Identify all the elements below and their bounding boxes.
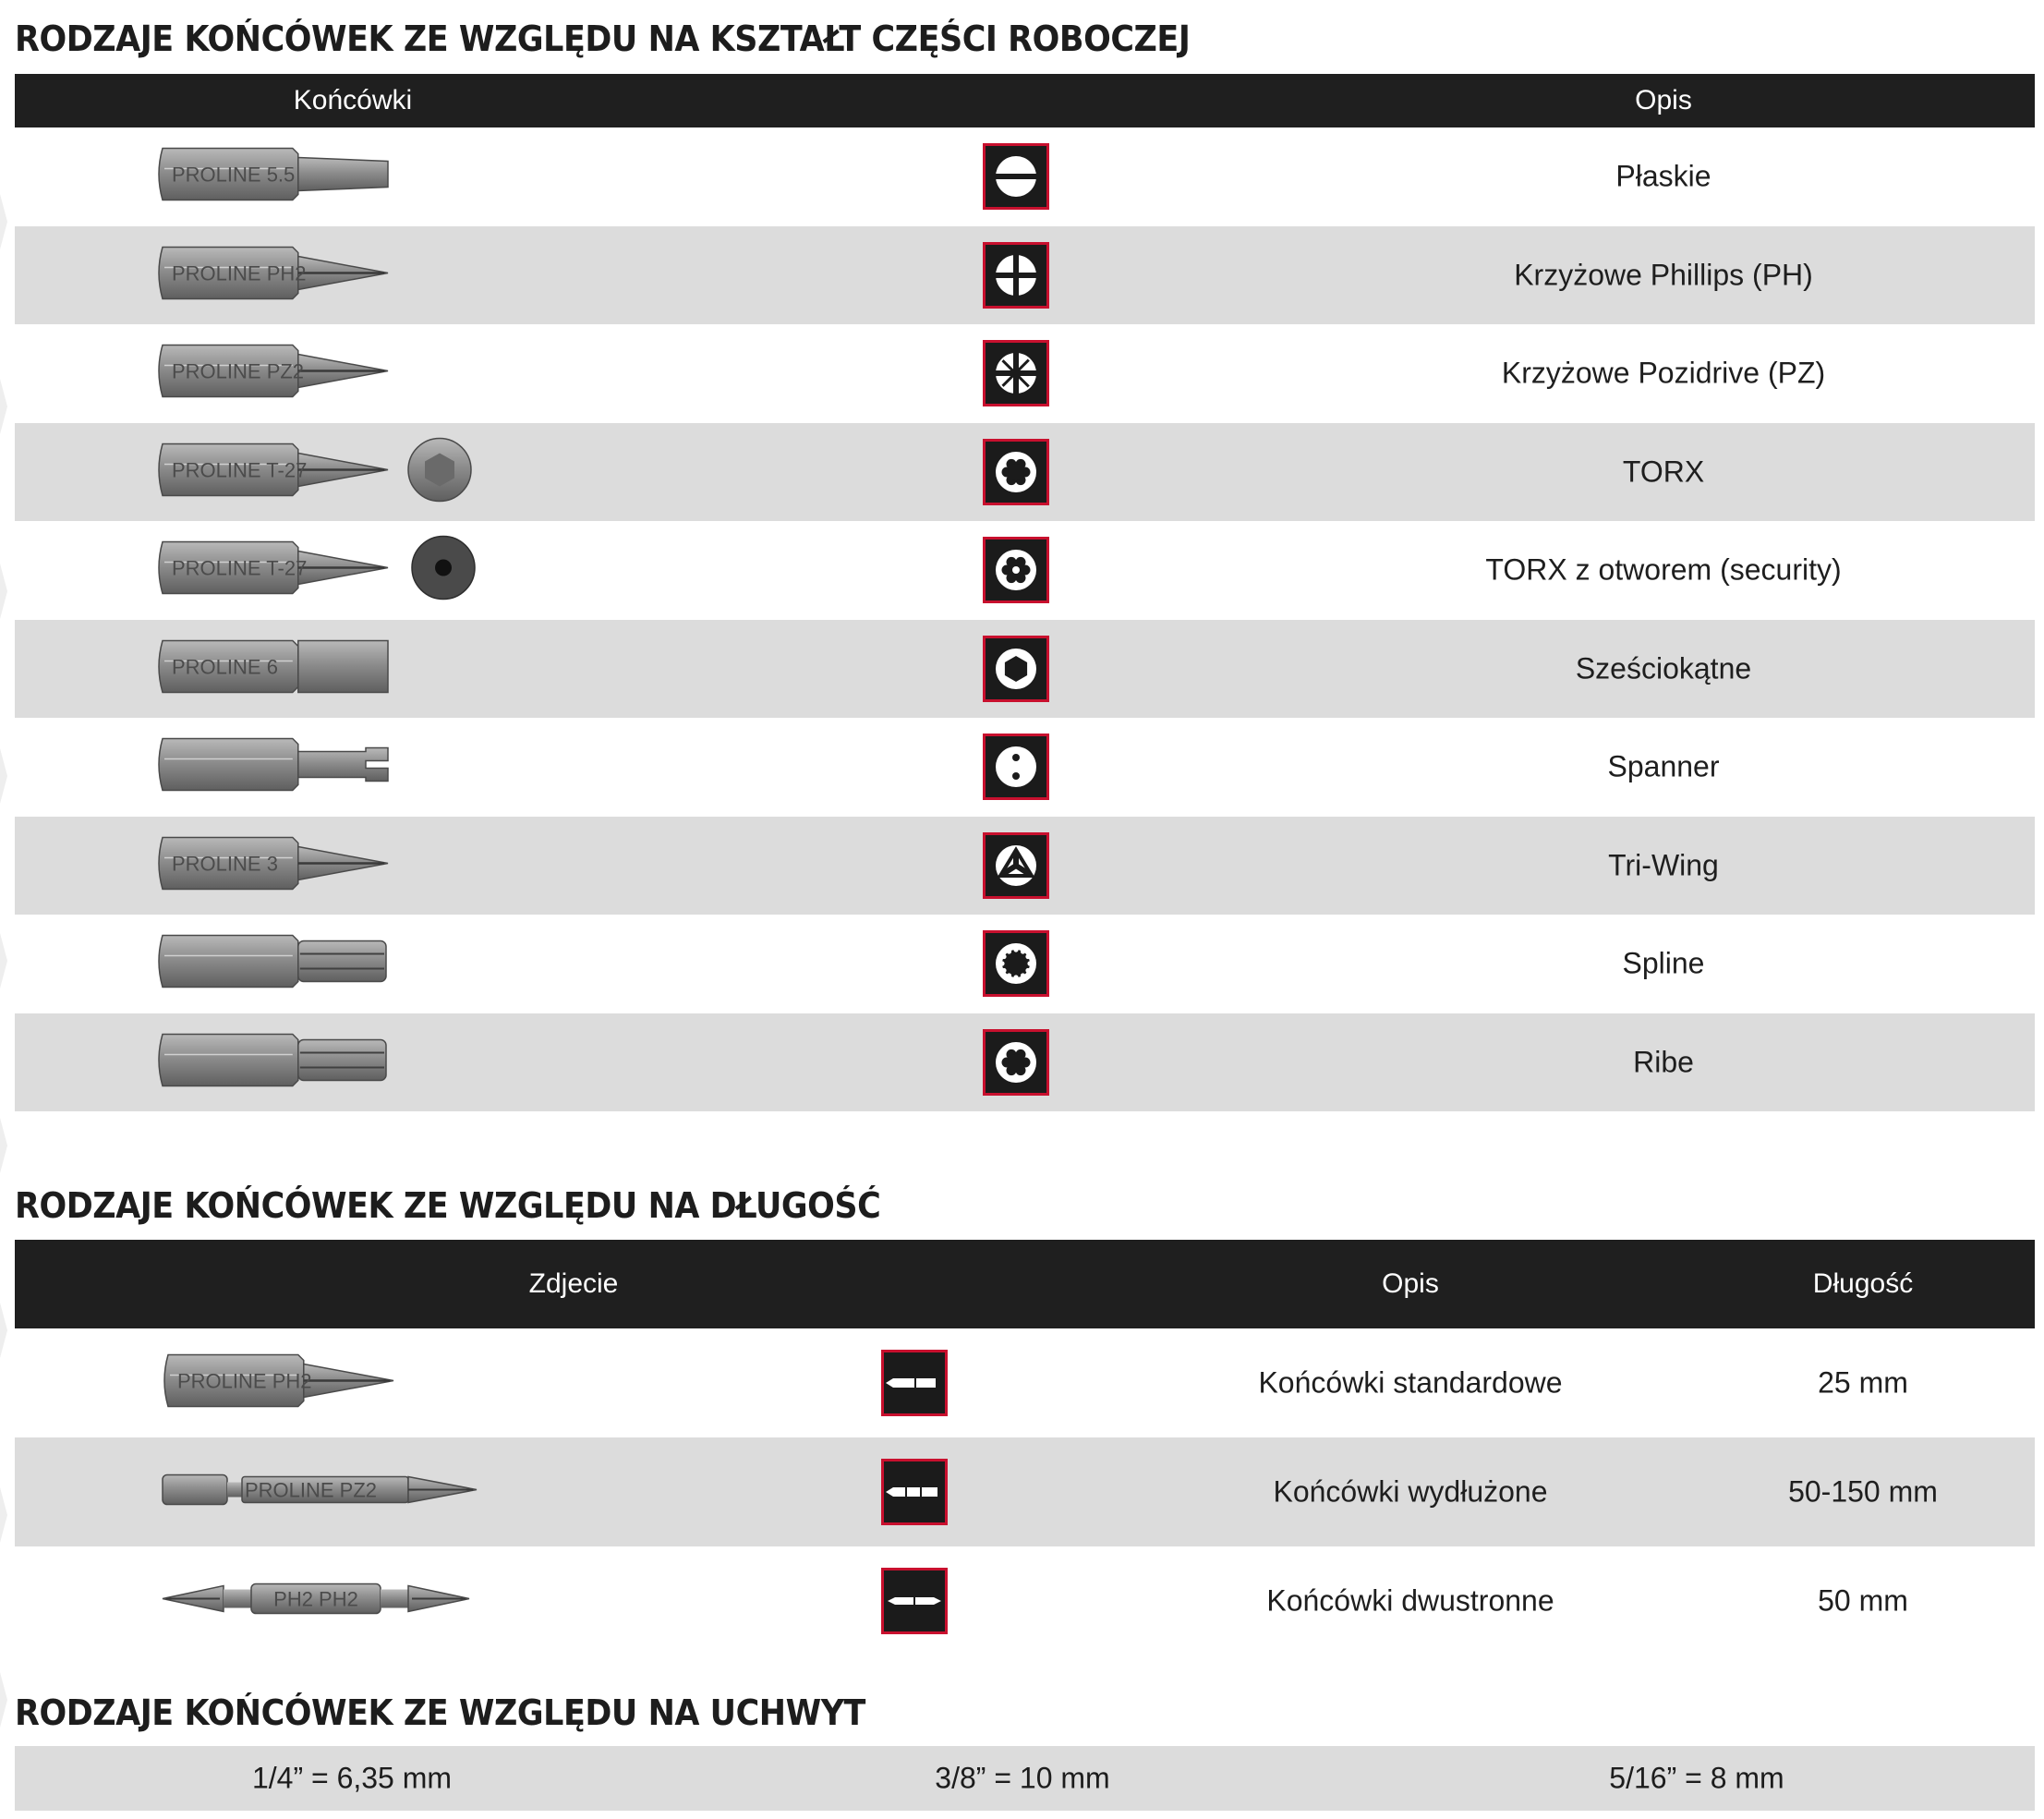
profile-icon-box [983, 832, 1049, 899]
bit-photo [153, 927, 393, 1001]
bit-image [153, 434, 481, 504]
shape-row [15, 817, 2035, 915]
torx-security-icon [986, 540, 1046, 600]
bit-engraving: PROLINE PZ2 [244, 1478, 378, 1502]
edge-mark-icon [0, 379, 7, 434]
profile-icon-box [983, 537, 1049, 603]
shape-label: Tri-Wing [1608, 848, 1719, 881]
header-photo: Zdjecie [528, 1268, 619, 1299]
shape-row [15, 1013, 2035, 1111]
shape-row [15, 620, 2035, 718]
spanner-icon [986, 736, 1046, 797]
torx-icon [986, 442, 1046, 503]
bit-photo [159, 1564, 473, 1639]
profile-icon-box [983, 1029, 1049, 1096]
bit-photo [153, 730, 393, 805]
shape-label: Sześciokątne [1575, 651, 1752, 685]
header-description: Opis [1635, 85, 1692, 115]
bit-photo [159, 1455, 482, 1530]
bit-image [159, 1455, 482, 1525]
length-label: Końcówki wydłużone [1273, 1474, 1548, 1509]
ribe-icon [986, 1032, 1046, 1093]
shape-row [15, 718, 2035, 816]
tri-wing-icon [986, 835, 1046, 896]
hex-icon [986, 638, 1046, 699]
spline-icon [986, 933, 1046, 994]
length-value: 50 mm [1818, 1583, 1908, 1618]
shape-label: Spline [1622, 946, 1705, 980]
profile-icon-box [983, 636, 1049, 702]
bit-engraving: PROLINE PH2 [177, 1369, 312, 1393]
shape-row [15, 521, 2035, 619]
header-length: Długość [1812, 1268, 1914, 1299]
grip-section-title: RODZAJE KOŃCÓWEK ZE WZGLĘDU NA UCHWYT [15, 1692, 865, 1733]
bit-engraving: PROLINE 5.5 [172, 163, 296, 187]
shape-row [15, 127, 2035, 225]
edge-mark-icon [0, 1487, 7, 1543]
shape-label: Płaskie [1615, 159, 1711, 193]
bit-image [153, 336, 393, 406]
edge-mark-icon [0, 564, 7, 619]
profile-icon-box [983, 439, 1049, 505]
edge-mark-icon [0, 1118, 7, 1173]
length-row [15, 1328, 2035, 1437]
bit-image [153, 1025, 393, 1095]
slotted-icon [986, 146, 1046, 207]
pozidrive-icon [986, 343, 1046, 404]
length-value: 50-150 mm [1788, 1474, 1938, 1509]
edge-mark-icon [0, 933, 7, 988]
standard-bit-icon [884, 1352, 945, 1413]
bit-photo [153, 533, 481, 608]
bit-image [153, 237, 393, 308]
bit-photo [153, 237, 393, 312]
bit-photo [153, 631, 393, 706]
bit-engraving: PROLINE PZ2 [172, 359, 305, 383]
bit-image [159, 1346, 399, 1416]
edge-mark-icon [0, 1672, 7, 1728]
bit-image [153, 730, 393, 800]
edge-mark-icon [0, 748, 7, 804]
grip-size-five-sixteenths: 5/16” = 8 mm [1609, 1761, 1784, 1795]
bit-image [153, 631, 393, 701]
length-section-title: RODZAJE KOŃCÓWEK ZE WZGLĘDU NA DŁUGOŚĆ [15, 1185, 881, 1226]
shape-row [15, 423, 2035, 521]
length-row [15, 1546, 2035, 1655]
bit-engraving: PROLINE PH2 [172, 261, 307, 285]
length-label: Końcówki dwustronne [1266, 1583, 1554, 1618]
shape-row [15, 226, 2035, 324]
shape-row [15, 324, 2035, 422]
bit-image [153, 533, 481, 603]
edge-mark-icon [0, 1303, 7, 1358]
shape-section-title: RODZAJE KOŃCÓWEK ZE WZGLĘDU NA KSZTAŁT CZĘŚCI ROBOCZEJ [15, 18, 1191, 59]
shape-table-header [15, 74, 2035, 127]
shape-label: TORX z otworem (security) [1485, 552, 1842, 587]
bit-photo [153, 434, 481, 509]
bit-engraving: PROLINE T-27 [172, 556, 308, 580]
bit-image [159, 1564, 473, 1634]
length-label: Końcówki standardowe [1258, 1365, 1563, 1400]
bit-engraving: PROLINE 6 [172, 655, 278, 678]
bit-photo [159, 1346, 399, 1421]
double-bit-icon [884, 1570, 945, 1631]
profile-icon-box [983, 734, 1049, 800]
shape-label: TORX [1622, 455, 1705, 488]
bit-photo [153, 1025, 393, 1099]
phillips-icon [986, 245, 1046, 306]
shape-row [15, 915, 2035, 1013]
shape-label: Krzyżowe Phillips (PH) [1514, 258, 1813, 291]
shape-label: Krzyżowe Pozidrive (PZ) [1501, 356, 1826, 390]
length-icon-box [881, 1350, 948, 1416]
bit-engraving: PROLINE 3 [172, 852, 278, 875]
bit-engraving: PROLINE T-27 [172, 458, 308, 481]
length-table-header [15, 1240, 2035, 1328]
header-description: Opis [1382, 1268, 1439, 1299]
profile-icon-box [983, 930, 1049, 997]
grip-size-quarter: 1/4” = 6,35 mm [251, 1761, 453, 1795]
profile-icon-box [983, 242, 1049, 309]
bit-image [153, 927, 393, 997]
length-row [15, 1437, 2035, 1546]
bit-photo [153, 336, 393, 411]
extended-bit-icon [884, 1461, 945, 1522]
length-icon-box [881, 1459, 948, 1525]
grip-sizes-row [15, 1746, 2035, 1811]
bit-image [153, 139, 393, 210]
edge-mark-icon [0, 194, 7, 249]
shape-label: Spanner [1607, 749, 1720, 783]
length-value: 25 mm [1818, 1365, 1908, 1400]
bit-engraving: PH2 PH2 [273, 1587, 358, 1611]
length-icon-box [881, 1568, 948, 1634]
grip-size-three-eighths: 3/8” = 10 mm [935, 1761, 1110, 1795]
bit-image [153, 828, 393, 898]
bit-photo [153, 828, 393, 903]
shape-label: Ribe [1633, 1045, 1694, 1078]
bit-photo [153, 139, 393, 214]
profile-icon-box [983, 143, 1049, 210]
profile-icon-box [983, 340, 1049, 406]
header-bits: Końcówki [293, 85, 413, 115]
